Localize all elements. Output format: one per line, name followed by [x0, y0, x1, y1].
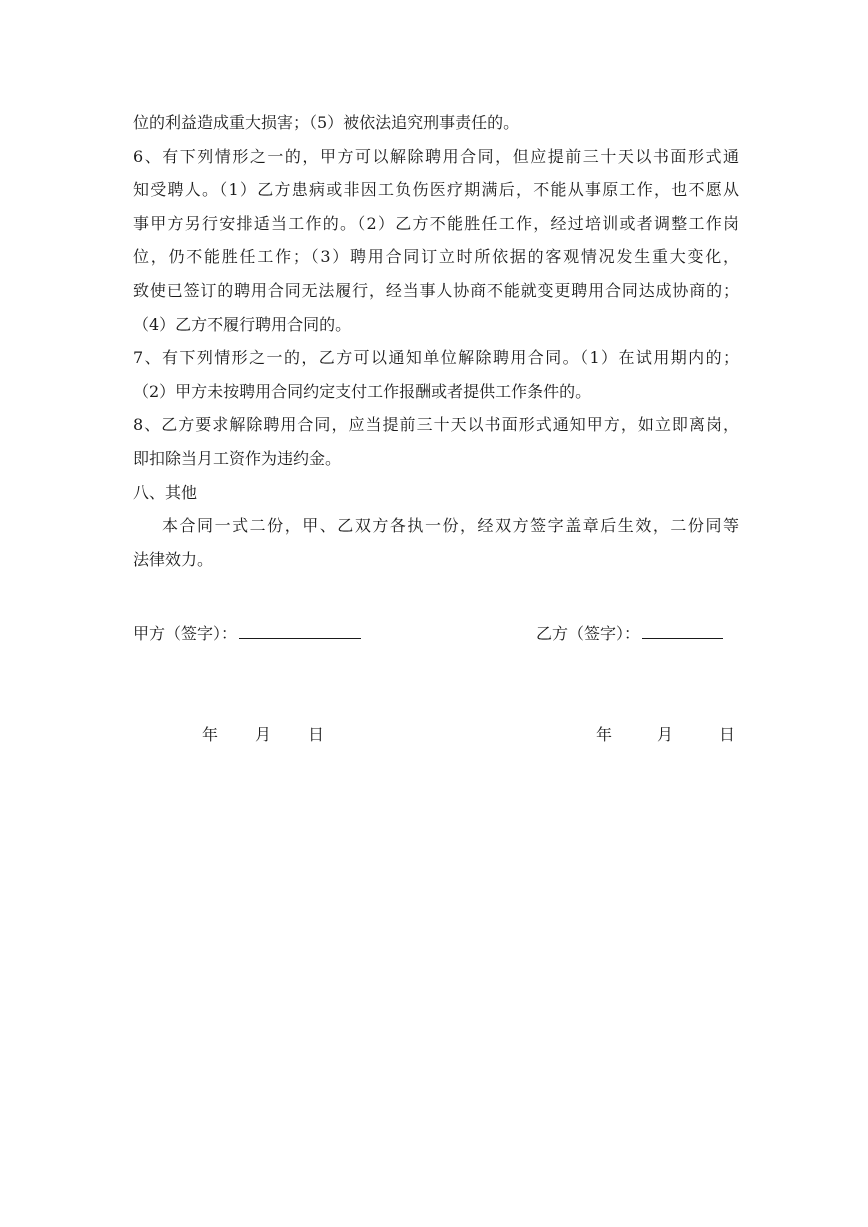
paragraph-line: 即扣除当月工资作为违约金。	[133, 448, 342, 468]
party-b-date-day: 日	[719, 725, 736, 744]
party-a-signature-label: 甲方（签字）：	[133, 624, 238, 643]
signature-row	[133, 620, 739, 650]
paragraph-line: 位的利益造成重大损害；（5）被依法追究刑事责任的。	[133, 113, 520, 132]
document-body	[133, 106, 739, 576]
party-a-date-year: 年	[202, 725, 219, 744]
section-heading: 八、其他	[133, 482, 198, 502]
paragraph-line: 事甲方另行安排适当工作的。（2）乙方不能胜任工作，经过培训或者调整工作岗	[133, 213, 739, 233]
paragraph-line: （2）甲方未按聘用合同约定支付工作报酬或者提供工作条件的。	[133, 381, 592, 401]
paragraph-line: 致使已签订的聘用合同无法履行，经当事人协商不能就变更聘用合同达成协商的；	[133, 280, 739, 300]
date-row	[0, 722, 868, 752]
paragraph-line: 法律效力。	[133, 549, 214, 569]
paragraph-line: 7、有下列情形之一的，乙方可以通知单位解除聘用合同。（1）在试用期内的；	[133, 348, 739, 368]
paragraph-line: 知受聘人。（1）乙方患病或非因工负伤医疗期满后，不能从事原工作，也不愿从	[133, 180, 739, 200]
party-a-signature	[133, 620, 361, 644]
paragraph-line: 本合同一式二份，甲、乙双方各执一份，经双方签字盖章后生效，二份同等	[162, 516, 739, 536]
party-a-date-month: 月	[255, 725, 272, 744]
party-b-signature	[536, 620, 723, 644]
paragraph-line: 位，仍不能胜任工作；（3）聘用合同订立时所依据的客观情况发生重大变化，	[133, 247, 739, 267]
party-b-signature-line	[642, 620, 723, 639]
party-a-date-day: 日	[308, 725, 325, 744]
paragraph-line: 8、乙方要求解除聘用合同，应当提前三十天以书面形式通知甲方，如立即离岗，	[133, 415, 739, 435]
party-b-date-year: 年	[596, 725, 613, 744]
party-b-date-month: 月	[657, 725, 674, 744]
party-a-signature-line	[239, 620, 361, 639]
paragraph-line: （4）乙方不履行聘用合同的。	[133, 314, 352, 334]
paragraph-line: 6、有下列情形之一的，甲方可以解除聘用合同，但应提前三十天以书面形式通	[133, 146, 739, 166]
party-b-signature-label: 乙方（签字）：	[536, 624, 641, 643]
